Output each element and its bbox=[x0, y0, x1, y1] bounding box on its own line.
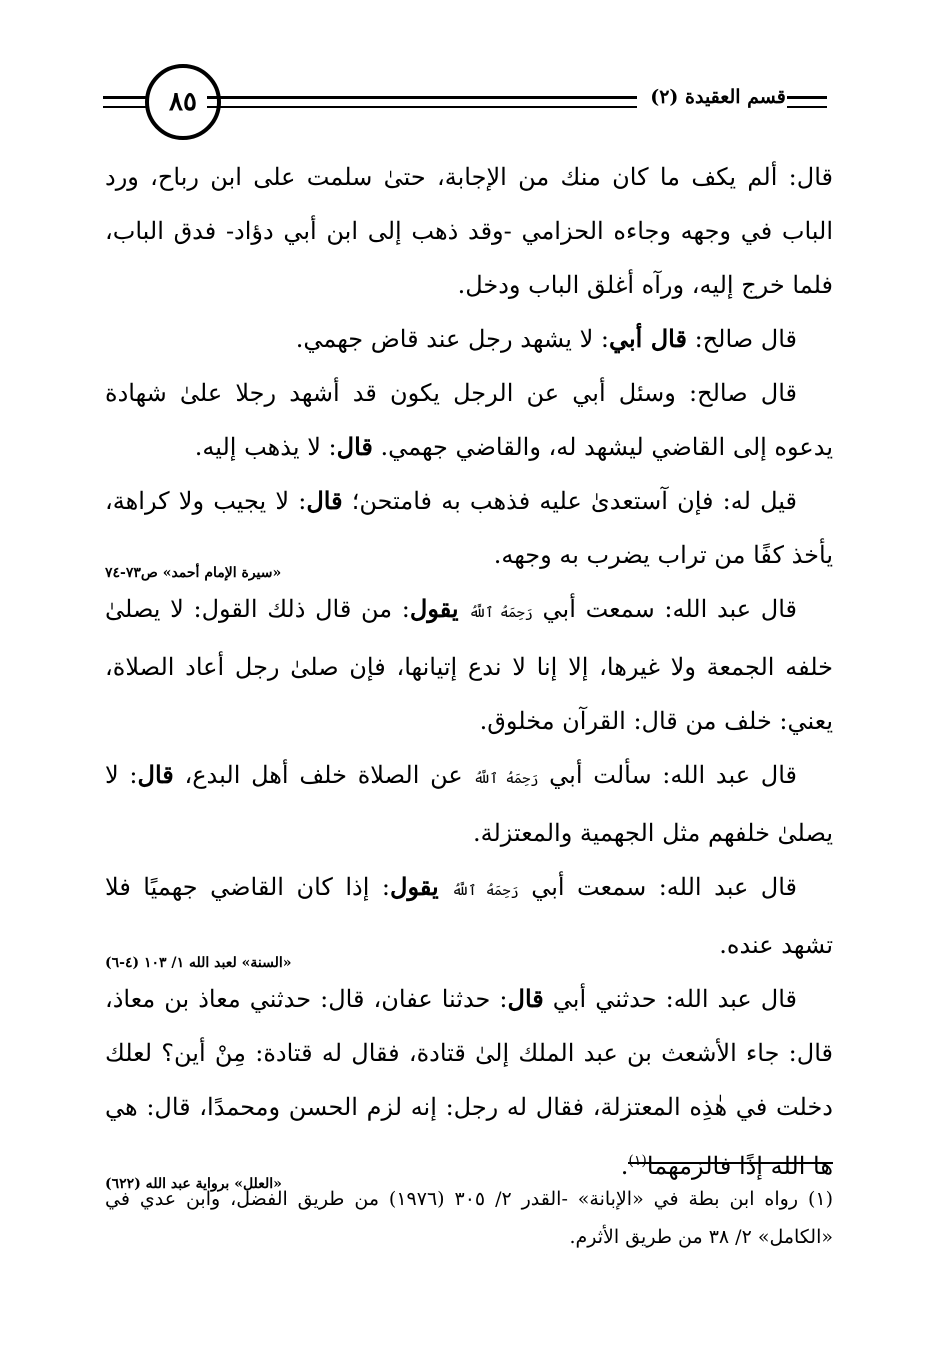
text-segment: : لا يجيب ولا كراهة، يأخذ كفًا من تراب يضرب به وجهه. bbox=[105, 487, 833, 569]
paragraph bbox=[105, 582, 833, 748]
paragraph bbox=[105, 366, 833, 474]
text-segment: قال bbox=[306, 486, 343, 515]
running-title: قسم العقيدة (٢) bbox=[650, 86, 786, 108]
footnote bbox=[105, 1180, 833, 1256]
text-segment: : لا يصلىٰ خلفهم مثل الجهمية والمعتزلة. bbox=[105, 761, 833, 847]
text-segment: قال عبد الله: سمعت أبي bbox=[532, 595, 797, 623]
text-segment: قال عبد الله: سألت أبي bbox=[538, 761, 798, 789]
page-number-text: ٨٥ bbox=[169, 87, 197, 117]
text-segment: . bbox=[620, 1152, 629, 1180]
honorific-phrase: رَحِمَهُ ٱللَّهُ bbox=[451, 883, 519, 899]
text-segment: : إذا كان القاضي جهميًا فلا تشهد عنده. bbox=[105, 873, 833, 959]
footnote-reference[interactable]: (١) bbox=[628, 1153, 647, 1169]
source-citation: «سيرة الإمام أحمد» ص٧٣-٧٤ bbox=[105, 565, 282, 581]
honorific-phrase: رَحِمَهُ ٱللَّهُ bbox=[468, 605, 533, 621]
text-segment: قال bbox=[336, 432, 373, 461]
honorific-phrase: رَحِمَهُ ٱللَّهُ bbox=[473, 771, 539, 787]
header-rule-left bbox=[103, 96, 147, 108]
footnote-text: رواه ابن بطة في «الإبانة» -القدر ٢/ ٣٠٥ (١٩٧٦) من طريق الفضل، وابن عدي في «الكامل» ٢/ ٣٨ من طريق الأثرم. bbox=[105, 1188, 833, 1248]
main-text bbox=[105, 150, 833, 1193]
footnote-marker: (١) bbox=[807, 1188, 834, 1210]
paragraph bbox=[105, 972, 833, 1193]
source-citation: «العلل» برواية عبد الله (٦٢٢) bbox=[105, 1176, 282, 1192]
text-segment: قال صالح: وسئل أبي عن الرجل يكون قد أشهد رجلا علىٰ شهادة يدعوه إلى القاضي ليشهد له، والقاضي جهمي. bbox=[105, 379, 833, 461]
text-segment: : من قال ذلك القول: لا يصلىٰ خلفه الجمعة ولا غيرها، إلا إنا لا ندع إتيانها، فإن صلىٰ رجل أعاد الصلاة، يعني: خلف من قال: القرآن مخلوق. bbox=[105, 595, 833, 735]
text-segment: عن الصلاة خلف أهل البدع، bbox=[173, 761, 474, 789]
header-rule-right bbox=[787, 96, 827, 108]
paragraph bbox=[105, 748, 833, 860]
header-rule-middle bbox=[207, 96, 637, 108]
text-segment: قال: ألم يكف ما كان منك من الإجابة، حتىٰ سلمت على ابن رباح، ورد الباب في وجهه وجاءه الحزامي -وقد ذهب إلى ابن أبي دؤاد- فدق الباب، فلما خرج إليه، ورآه أغلق الباب ودخل. bbox=[105, 163, 833, 299]
paragraph bbox=[105, 150, 833, 312]
text-segment: يقول bbox=[390, 872, 452, 901]
page-header bbox=[95, 58, 835, 148]
text-segment: قال أبي bbox=[609, 324, 687, 353]
footnote-separator bbox=[628, 1162, 833, 1164]
text-segment: : لا يذهب إليه. bbox=[194, 433, 337, 461]
text-segment: يقول bbox=[409, 594, 469, 623]
text-segment: : لا يشهد رجل عند قاض جهمي. bbox=[295, 325, 609, 353]
text-segment: قيل له: فإن آستعدىٰ عليه فذهب به فامتحن؛ bbox=[342, 487, 797, 515]
text-segment: قال عبد الله: سمعت أبي bbox=[518, 873, 797, 901]
text-segment: قال bbox=[507, 984, 544, 1013]
text-segment: : حدثنا عفان، قال: حدثني معاذ بن معاذ، قال: جاء الأشعث بن عبد الملك إلىٰ قتادة، فقال له قتادة: مِنْ أين؟ لعلك دخلت في هٰذِه المعتزلة، فقال له رجل: إنه لزم الحسن ومحمدًا، قال: هي ها الله إذًا فالزمهما bbox=[105, 985, 833, 1180]
paragraph bbox=[105, 312, 833, 366]
text-segment: قال عبد الله: حدثني أبي bbox=[543, 985, 797, 1013]
text-segment: قال bbox=[137, 760, 174, 789]
source-citation: «السنة» لعبد الله ١/ ١٠٣ (٤-٦) bbox=[105, 955, 292, 971]
text-segment: قال صالح: bbox=[686, 325, 797, 353]
